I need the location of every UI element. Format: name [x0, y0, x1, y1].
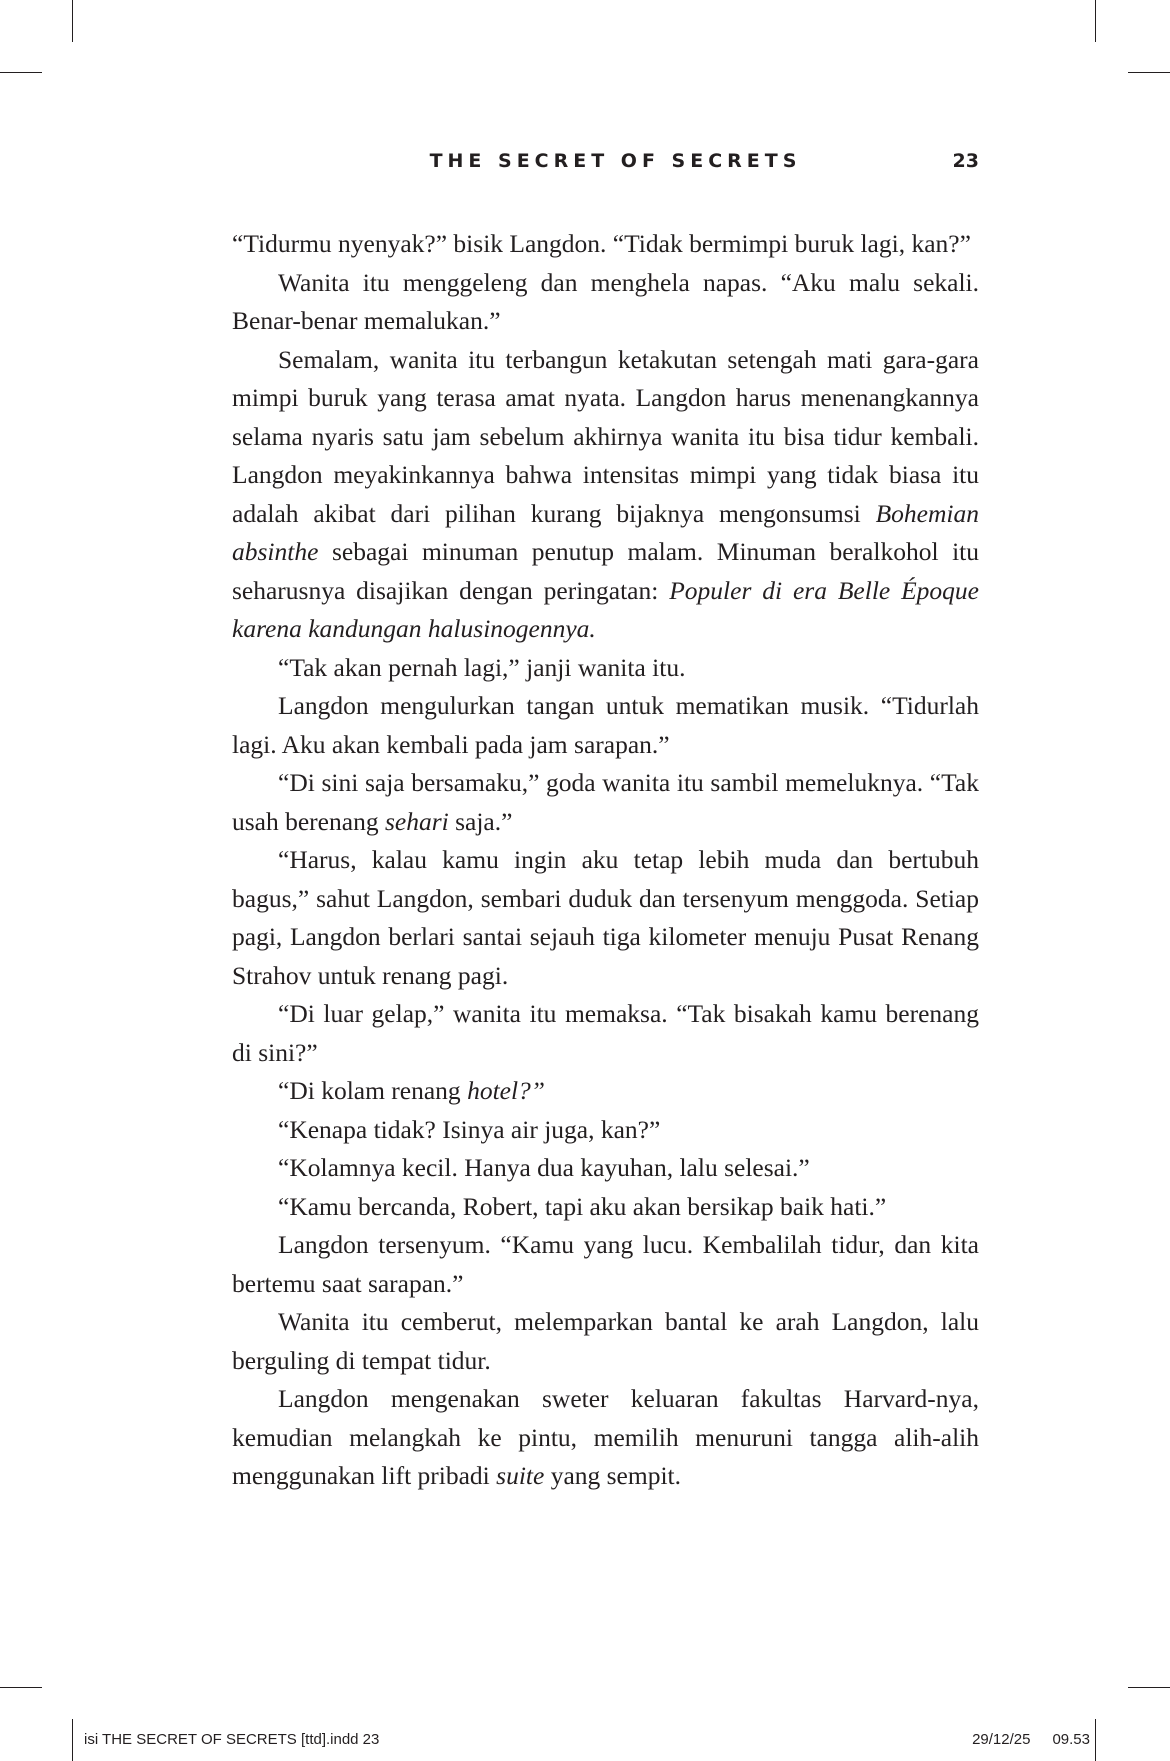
- paragraph: [232, 764, 979, 841]
- running-head-title: THE SECRET OF SECRETS: [429, 150, 802, 172]
- slug-timestamp: [972, 1731, 1090, 1748]
- text-run: “Kolamnya kecil. Hanya dua kayuhan, lalu selesai.”: [278, 1153, 810, 1182]
- crop-mark-top-right-vertical: [1095, 0, 1096, 42]
- paragraph: [232, 1111, 979, 1150]
- text-run: “Harus, kalau kamu ingin aku tetap lebih muda dan bertubuh bagus,” sahut Langdon, sembari duduk dan tersenyum menggoda. Setiap pagi, Langdon berlari santai sejauh tiga kilometer menuju Pusat Renang Strahov untuk renang pagi.: [232, 845, 979, 990]
- text-run: Semalam, wanita itu terbangun ketakutan setengah mati gara-gara mimpi buruk yang terasa amat nyata. Langdon harus menenangkannya selama nyaris satu jam sebelum akhirnya wanita itu bisa tidur kembali. Langdon meyakinkannya bahwa intensitas mimpi yang tidak biasa itu adalah akibat dari pilihan kurang bijaknya mengonsumsi: [232, 344, 979, 528]
- text-run: saja.”: [448, 806, 513, 836]
- paragraph: [232, 1072, 979, 1111]
- italic-text: hotel?”: [467, 1076, 545, 1105]
- paragraph: [232, 1380, 979, 1496]
- text-run: “Di sini saja bersamaku,” goda wanita itu sambil memeluknya. “Tak usah berenang: [232, 768, 979, 836]
- text-run: Langdon mengulurkan tangan untuk mematikan musik. “Tidurlah lagi. Aku akan kembali pada jam sarapan.”: [232, 691, 979, 759]
- paragraph: [232, 841, 979, 995]
- text-run: “Tidurmu nyenyak?” bisik Langdon. “Tidak bermimpi buruk lagi, kan?”: [232, 229, 971, 258]
- text-run: “Kamu bercanda, Robert, tapi aku akan bersikap baik hati.”: [278, 1191, 887, 1221]
- crop-mark-top-right-horizontal: [1128, 72, 1170, 73]
- crop-mark-bottom-right-horizontal: [1128, 1687, 1170, 1688]
- paragraph: [232, 225, 979, 264]
- text-run: “Tak akan pernah lagi,” janji wanita itu.: [278, 652, 686, 682]
- crop-mark-top-left-vertical: [72, 0, 73, 42]
- paragraph: [232, 1149, 979, 1188]
- text-run: Wanita itu menggeleng dan menghela napas. “Aku malu sekali. Benar-benar memalukan.”: [232, 267, 979, 335]
- page-number: 23: [952, 150, 979, 172]
- slug-date: 29/12/25: [972, 1731, 1031, 1748]
- crop-mark-bottom-left-vertical: [72, 1719, 73, 1761]
- text-run: Langdon mengenakan sweter keluaran fakultas Harvard-nya, kemudian melangkah ke pintu, memilih menuruni tangga alih-alih menggunakan lift pribadi: [232, 1384, 979, 1490]
- text-run: sebagai minuman penutup malam. Minuman beralkohol itu seharusnya disajikan dengan peringatan:: [232, 537, 979, 605]
- paragraph: [232, 1188, 979, 1227]
- text-run: “Kenapa tidak? Isinya air juga, kan?”: [278, 1114, 661, 1144]
- text-run: Wanita itu cemberut, melemparkan bantal ke arah Langdon, lalu berguling di tempat tidur.: [232, 1307, 979, 1375]
- slug-file-name: isi THE SECRET OF SECRETS [ttd].indd 23: [84, 1731, 380, 1748]
- paragraph: [232, 1303, 979, 1380]
- italic-text: Bohemian absinthe: [232, 498, 979, 566]
- body-text: [232, 225, 979, 1496]
- text-run: yang sempit.: [544, 1461, 682, 1490]
- italic-text: sehari: [384, 806, 449, 836]
- crop-mark-top-left-horizontal: [0, 72, 42, 73]
- text-run: Langdon tersenyum. “Kamu yang lucu. Kembalilah tidur, dan kita bertemu saat sarapan.”: [232, 1230, 979, 1298]
- running-head: [232, 150, 979, 182]
- paragraph: [232, 1226, 979, 1303]
- text-run: “Di kolam renang: [278, 1076, 468, 1105]
- paragraph: [232, 687, 979, 764]
- italic-text: suite: [496, 1461, 545, 1490]
- paragraph: [232, 264, 979, 341]
- paragraph: [232, 649, 979, 688]
- crop-mark-bottom-right-vertical: [1095, 1719, 1096, 1761]
- text-run: “Di luar gelap,” wanita itu memaksa. “Tak bisakah kamu berenang di sini?”: [232, 999, 979, 1067]
- crop-mark-bottom-left-horizontal: [0, 1687, 42, 1688]
- paragraph: [232, 995, 979, 1072]
- slug-time: 09.53: [1052, 1731, 1090, 1748]
- italic-text: Populer di era Belle Époque karena kandungan halusinogennya.: [232, 575, 979, 643]
- paragraph: [232, 341, 979, 649]
